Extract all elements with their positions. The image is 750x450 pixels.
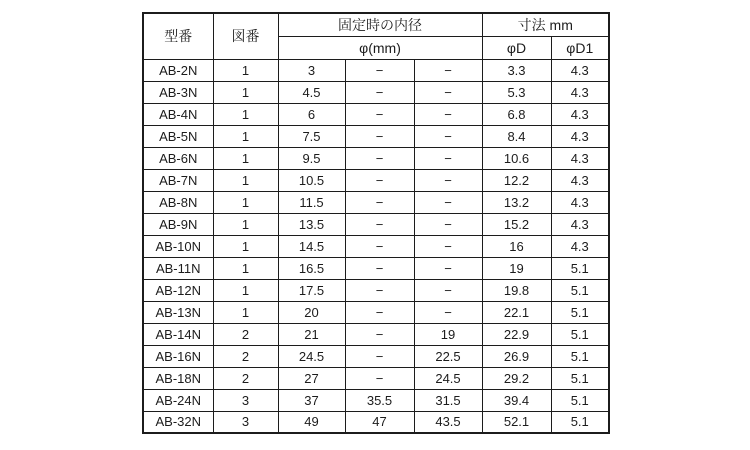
- cell-phi3: 43.5: [414, 411, 482, 433]
- cell-phi3: −: [414, 301, 482, 323]
- cell-phi-d1: 4.3: [551, 147, 609, 169]
- table-row: [143, 191, 609, 213]
- cell-figure: 2: [213, 367, 278, 389]
- cell-phi2: −: [345, 323, 414, 345]
- cell-phi2: −: [345, 191, 414, 213]
- cell-figure: 1: [213, 59, 278, 81]
- cell-phi1: 9.5: [278, 147, 345, 169]
- cell-phi2: −: [345, 81, 414, 103]
- table-row: [143, 279, 609, 301]
- cell-phi-d: 19: [482, 257, 551, 279]
- cell-model: AB-10N: [143, 235, 213, 257]
- cell-phi3: −: [414, 235, 482, 257]
- cell-figure: 1: [213, 169, 278, 191]
- table-row: [143, 59, 609, 81]
- cell-phi-d: 52.1: [482, 411, 551, 433]
- cell-phi3: −: [414, 279, 482, 301]
- table-row: [143, 389, 609, 411]
- cell-phi1: 4.5: [278, 81, 345, 103]
- cell-phi1: 16.5: [278, 257, 345, 279]
- cell-phi-d: 29.2: [482, 367, 551, 389]
- cell-figure: 2: [213, 323, 278, 345]
- cell-phi3: 31.5: [414, 389, 482, 411]
- cell-phi3: −: [414, 169, 482, 191]
- cell-phi-d: 6.8: [482, 103, 551, 125]
- cell-phi1: 17.5: [278, 279, 345, 301]
- cell-phi-d1: 5.1: [551, 301, 609, 323]
- cell-phi3: −: [414, 147, 482, 169]
- cell-figure: 3: [213, 411, 278, 433]
- header-model: 型番: [143, 13, 213, 59]
- cell-phi2: −: [345, 279, 414, 301]
- cell-phi-d: 22.1: [482, 301, 551, 323]
- cell-phi-d1: 5.1: [551, 323, 609, 345]
- cell-model: AB-5N: [143, 125, 213, 147]
- header-row-1: [143, 13, 609, 36]
- cell-model: AB-13N: [143, 301, 213, 323]
- cell-phi3: 19: [414, 323, 482, 345]
- table-row: [143, 147, 609, 169]
- cell-phi-d: 10.6: [482, 147, 551, 169]
- cell-phi-d1: 5.1: [551, 345, 609, 367]
- cell-phi3: −: [414, 103, 482, 125]
- cell-phi-d: 19.8: [482, 279, 551, 301]
- header-dimensions: 寸法 mm: [482, 13, 609, 36]
- cell-phi2: −: [345, 257, 414, 279]
- cell-figure: 2: [213, 345, 278, 367]
- cell-phi3: 22.5: [414, 345, 482, 367]
- cell-figure: 1: [213, 191, 278, 213]
- cell-figure: 1: [213, 301, 278, 323]
- cell-model: AB-24N: [143, 389, 213, 411]
- cell-figure: 1: [213, 257, 278, 279]
- table-row: [143, 169, 609, 191]
- spec-table: [142, 12, 610, 434]
- cell-figure: 1: [213, 147, 278, 169]
- cell-phi3: −: [414, 191, 482, 213]
- table-row: [143, 345, 609, 367]
- cell-phi1: 49: [278, 411, 345, 433]
- cell-model: AB-6N: [143, 147, 213, 169]
- cell-phi2: −: [345, 59, 414, 81]
- cell-phi3: −: [414, 257, 482, 279]
- table-row: [143, 301, 609, 323]
- header-phi-d: φD: [482, 36, 551, 59]
- cell-model: AB-12N: [143, 279, 213, 301]
- cell-phi1: 6: [278, 103, 345, 125]
- cell-phi1: 27: [278, 367, 345, 389]
- cell-phi1: 10.5: [278, 169, 345, 191]
- cell-phi-d: 8.4: [482, 125, 551, 147]
- cell-phi1: 21: [278, 323, 345, 345]
- cell-phi1: 37: [278, 389, 345, 411]
- cell-phi2: −: [345, 367, 414, 389]
- cell-phi3: −: [414, 81, 482, 103]
- cell-phi2: 35.5: [345, 389, 414, 411]
- cell-model: AB-32N: [143, 411, 213, 433]
- cell-phi3: 24.5: [414, 367, 482, 389]
- cell-phi-d1: 5.1: [551, 257, 609, 279]
- cell-phi2: 47: [345, 411, 414, 433]
- cell-phi-d1: 5.1: [551, 367, 609, 389]
- cell-phi-d: 13.2: [482, 191, 551, 213]
- cell-phi-d1: 4.3: [551, 235, 609, 257]
- cell-phi3: −: [414, 125, 482, 147]
- table-row: [143, 213, 609, 235]
- cell-figure: 1: [213, 279, 278, 301]
- cell-figure: 1: [213, 81, 278, 103]
- cell-phi-d: 15.2: [482, 213, 551, 235]
- table-row: [143, 103, 609, 125]
- cell-figure: 1: [213, 235, 278, 257]
- cell-phi3: −: [414, 213, 482, 235]
- cell-model: AB-4N: [143, 103, 213, 125]
- header-phi-mm: φ(mm): [278, 36, 482, 59]
- cell-phi-d1: 5.1: [551, 389, 609, 411]
- cell-phi2: −: [345, 169, 414, 191]
- table-row: [143, 367, 609, 389]
- cell-model: AB-8N: [143, 191, 213, 213]
- cell-phi1: 24.5: [278, 345, 345, 367]
- cell-phi-d1: 4.3: [551, 169, 609, 191]
- cell-phi2: −: [345, 147, 414, 169]
- cell-phi-d: 26.9: [482, 345, 551, 367]
- cell-figure: 1: [213, 103, 278, 125]
- cell-figure: 1: [213, 125, 278, 147]
- cell-phi-d1: 4.3: [551, 213, 609, 235]
- table-row: [143, 235, 609, 257]
- cell-model: AB-11N: [143, 257, 213, 279]
- cell-model: AB-14N: [143, 323, 213, 345]
- table-row: [143, 125, 609, 147]
- table-row: [143, 323, 609, 345]
- cell-phi-d1: 4.3: [551, 81, 609, 103]
- table-row: [143, 411, 609, 433]
- cell-phi-d: 12.2: [482, 169, 551, 191]
- cell-phi2: −: [345, 301, 414, 323]
- cell-model: AB-16N: [143, 345, 213, 367]
- cell-phi-d: 5.3: [482, 81, 551, 103]
- cell-phi1: 14.5: [278, 235, 345, 257]
- cell-phi-d1: 4.3: [551, 125, 609, 147]
- header-figure: 図番: [213, 13, 278, 59]
- cell-phi-d: 22.9: [482, 323, 551, 345]
- cell-model: AB-9N: [143, 213, 213, 235]
- spec-table-container: [142, 12, 610, 434]
- cell-phi2: −: [345, 213, 414, 235]
- cell-figure: 3: [213, 389, 278, 411]
- table-row: [143, 257, 609, 279]
- cell-model: AB-7N: [143, 169, 213, 191]
- cell-phi2: −: [345, 103, 414, 125]
- cell-model: AB-18N: [143, 367, 213, 389]
- cell-phi3: −: [414, 59, 482, 81]
- header-fixed-inner-diameter: 固定時の内径: [278, 13, 482, 36]
- cell-phi2: −: [345, 125, 414, 147]
- cell-phi-d: 16: [482, 235, 551, 257]
- cell-phi2: −: [345, 345, 414, 367]
- cell-phi1: 7.5: [278, 125, 345, 147]
- table-header: [143, 13, 609, 59]
- cell-figure: 1: [213, 213, 278, 235]
- cell-phi2: −: [345, 235, 414, 257]
- cell-phi-d: 39.4: [482, 389, 551, 411]
- cell-phi1: 13.5: [278, 213, 345, 235]
- header-phi-d1: φD1: [551, 36, 609, 59]
- cell-model: AB-2N: [143, 59, 213, 81]
- cell-phi-d1: 4.3: [551, 191, 609, 213]
- cell-phi1: 11.5: [278, 191, 345, 213]
- table-row: [143, 81, 609, 103]
- cell-phi-d1: 5.1: [551, 279, 609, 301]
- cell-phi-d1: 4.3: [551, 103, 609, 125]
- cell-phi1: 3: [278, 59, 345, 81]
- table-body: [143, 59, 609, 433]
- cell-model: AB-3N: [143, 81, 213, 103]
- cell-phi-d1: 5.1: [551, 411, 609, 433]
- cell-phi-d1: 4.3: [551, 59, 609, 81]
- cell-phi1: 20: [278, 301, 345, 323]
- cell-phi-d: 3.3: [482, 59, 551, 81]
